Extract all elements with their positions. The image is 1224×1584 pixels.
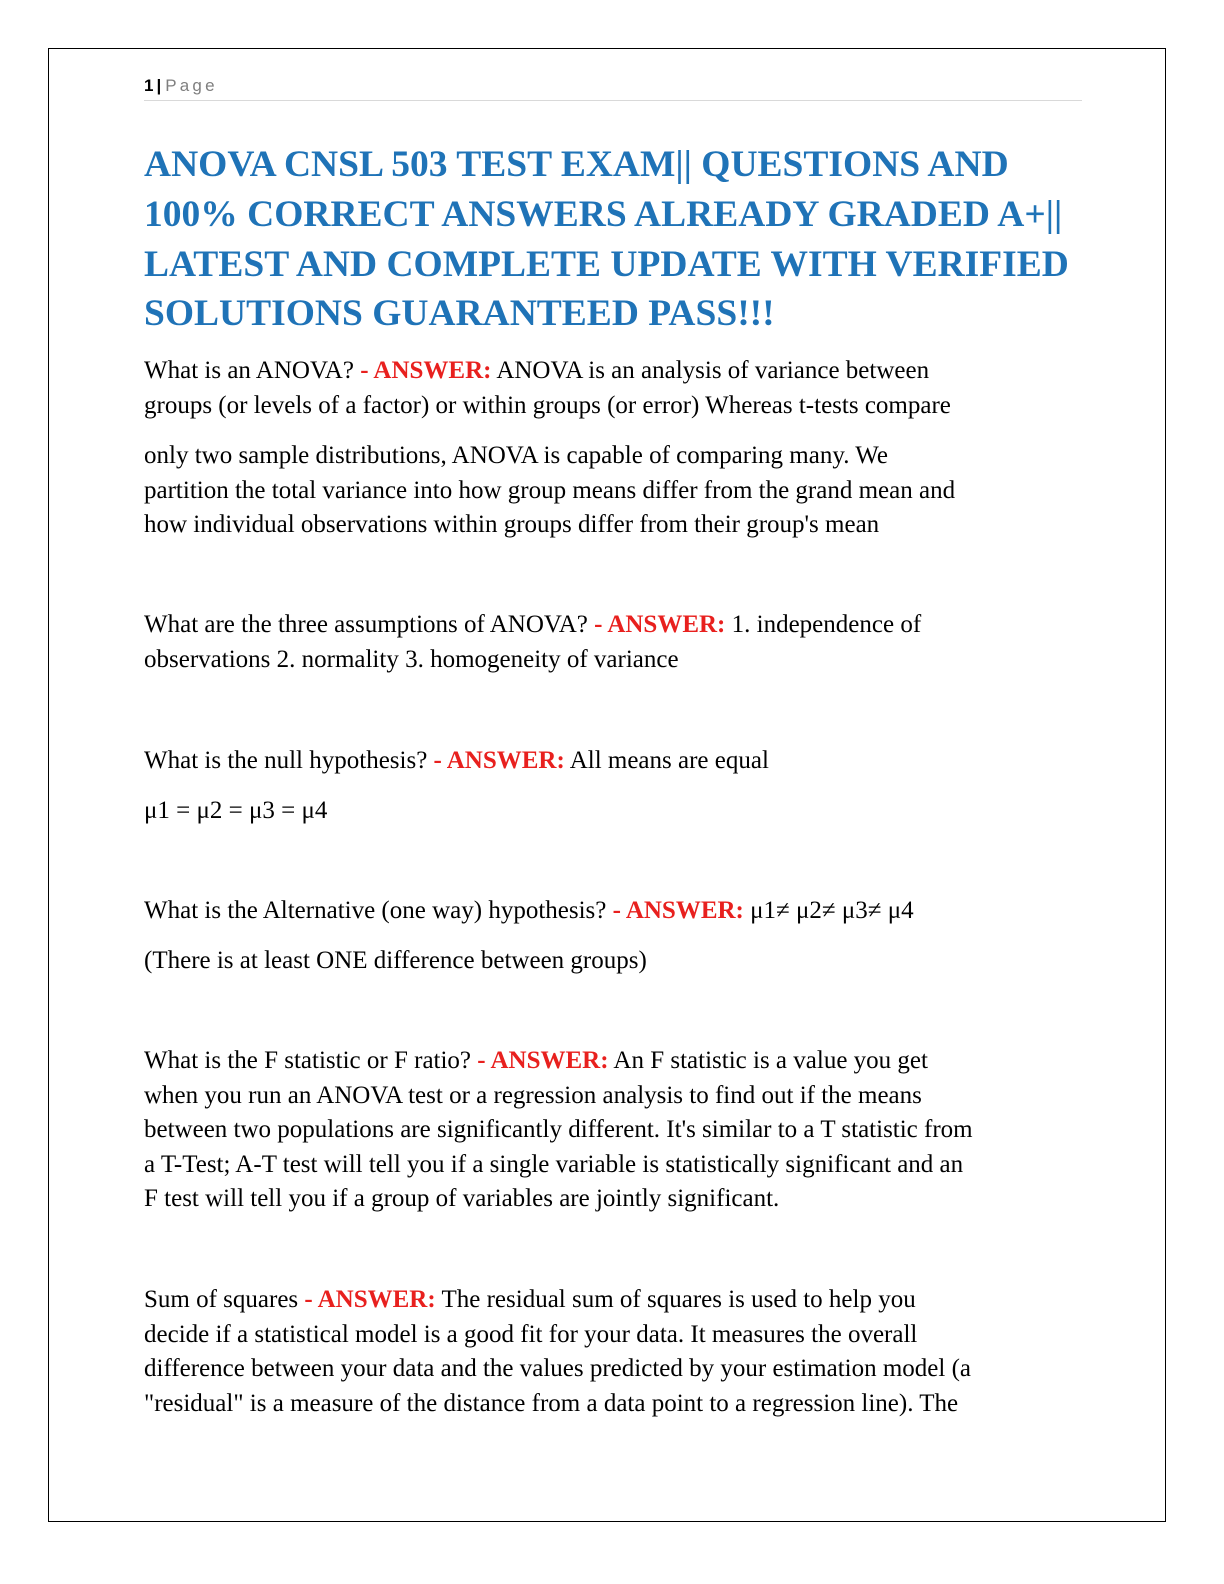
qa-block-anova-definition xyxy=(144,354,1084,423)
answer-line: An F statistic is a value you get xyxy=(613,1047,928,1074)
answer-line: 1. independence of xyxy=(731,611,922,638)
qa-block-null-hypothesis xyxy=(144,744,1084,779)
answer-line: decide if a statistical model is a good fit for your data. It measures the overall xyxy=(144,1320,918,1348)
note-text: (There is at least ONE difference between groups) xyxy=(144,947,647,974)
answer-line: difference between your data and the values predicted by your estimation model (a xyxy=(144,1355,972,1382)
answer-line: a T-Test; A-T test will tell you if a single variable is statistically significant and an xyxy=(144,1150,964,1178)
answer-marker: - ANSWER: xyxy=(612,897,744,924)
question-text: What is the null hypothesis? xyxy=(144,747,428,774)
null-hypothesis-formula xyxy=(144,794,1084,829)
question-text: What are the three assumptions of ANOVA? xyxy=(144,611,588,638)
answer-marker: - ANSWER: xyxy=(594,611,726,638)
answer-marker: - ANSWER: xyxy=(477,1047,609,1074)
document-title: ANOVA CNSL 503 TEST EXAM|| QUESTIONS AND 100% CORRECT ANSWERS ALREADY GRADED A+|| LATEST AND COMPLETE UPDATE WITH VERIFIED SOLUTIONS GUARANTEED PASS!!! xyxy=(144,144,1069,335)
header-separator: | xyxy=(156,76,162,95)
page-number: 1 xyxy=(144,76,154,95)
page-label: Page xyxy=(165,76,218,95)
qa-block-alternative-hypothesis xyxy=(144,894,1084,929)
answer-line: The residual sum of squares is used to help you xyxy=(441,1286,916,1313)
answer-line: μ1≠ μ2≠ μ3≠ μ4 xyxy=(750,897,914,924)
answer-line: "residual" is a measure of the distance from a data point to a regression line). The xyxy=(144,1389,959,1417)
answer-marker: - ANSWER: xyxy=(433,747,565,774)
answer-line: how individual observations within groups differ from their group's mean xyxy=(144,511,880,538)
qa-block-f-statistic xyxy=(144,1044,1084,1217)
answer-line: when you run an ANOVA test or a regression analysis to find out if the means xyxy=(144,1081,922,1109)
answer-line: observations 2. normality 3. homogeneity of variance xyxy=(144,645,679,673)
question-text: What is the F statistic or F ratio? xyxy=(144,1047,472,1074)
qa-block-sum-of-squares xyxy=(144,1283,1084,1421)
answer-line: ANOVA is an analysis of variance between xyxy=(496,357,930,384)
question-text: What is an ANOVA? xyxy=(144,357,354,384)
question-text: What is the Alternative (one way) hypothesis? xyxy=(144,897,607,924)
answer-line: partition the total variance into how group means differ from the grand mean and xyxy=(144,476,956,504)
page-header xyxy=(144,76,1082,101)
alternative-hypothesis-note xyxy=(144,944,1084,979)
answer-marker: - ANSWER: xyxy=(304,1286,436,1313)
answer-line: All means are equal xyxy=(569,747,769,774)
answer-line: only two sample distributions, ANOVA is capable of comparing many. We xyxy=(144,442,888,469)
question-text: Sum of squares xyxy=(144,1286,299,1313)
answer-line: F test will tell you if a group of variables are jointly significant. xyxy=(144,1185,780,1212)
answer-marker: - ANSWER: xyxy=(360,357,492,384)
answer-line: between two populations are significantly different. It's similar to a T statistic from xyxy=(144,1116,973,1143)
qa-block-assumptions xyxy=(144,608,1084,677)
qa-block-anova-continuation xyxy=(144,439,1084,543)
formula-text: μ1 = μ2 = μ3 = μ4 xyxy=(144,797,328,824)
answer-line: groups (or levels of a factor) or within groups (or error) Whereas t-tests compare xyxy=(144,391,951,419)
